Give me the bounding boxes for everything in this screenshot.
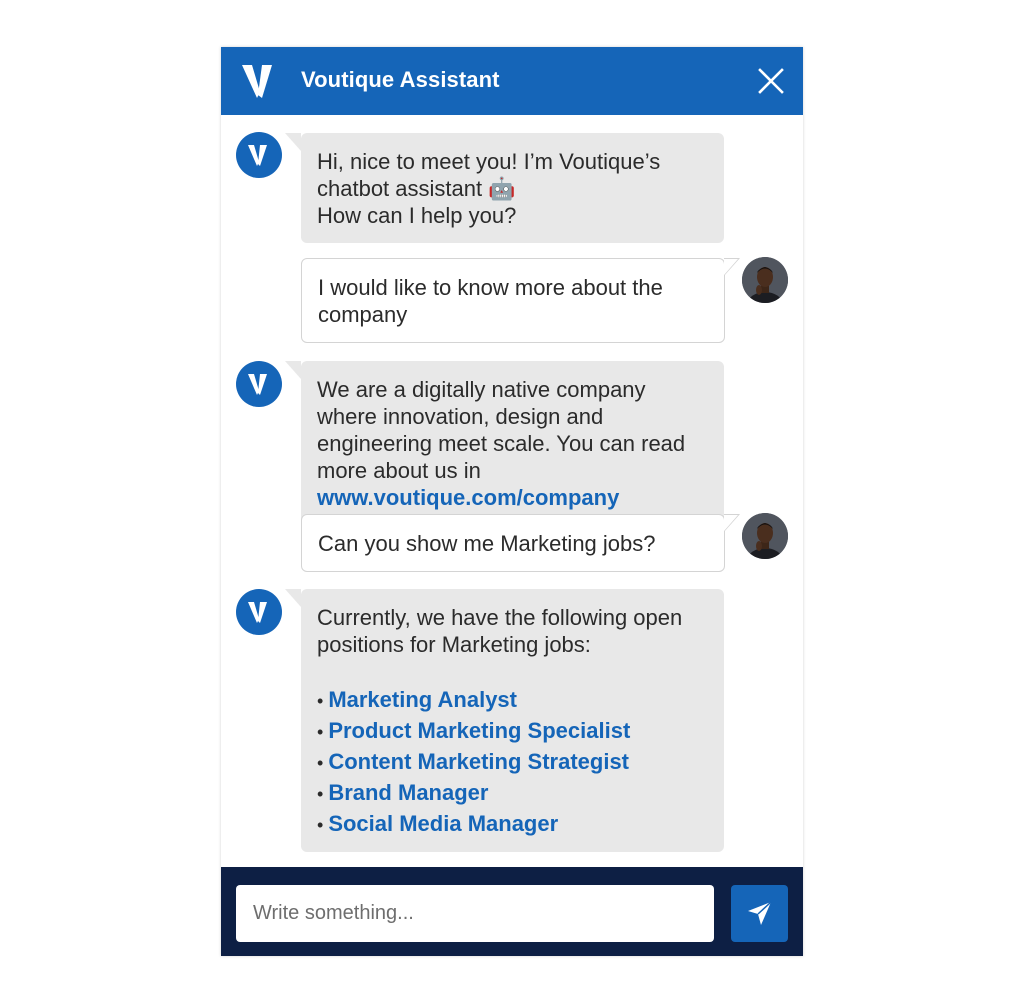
bot-avatar <box>236 361 282 407</box>
list-item: • Marketing Analyst <box>317 687 517 712</box>
message-text: Currently, we have the following open positions for Marketing jobs: <box>317 605 683 657</box>
message-text: We are a digitally native company where innovation, design and engineering meet scale. You can read more about us in <box>317 377 686 483</box>
chat-title: Voutique Assistant <box>301 67 500 92</box>
chat-header <box>221 47 803 115</box>
composer-bar <box>221 867 803 956</box>
message-text: I would like to know more about the company <box>318 275 663 327</box>
list-item: • Social Media Manager <box>317 811 559 836</box>
company-link[interactable]: www.voutique.com/company <box>317 485 620 510</box>
bot-message <box>301 589 724 852</box>
voutique-logo-icon <box>241 62 279 100</box>
list-item: • Product Marketing Specialist <box>317 718 631 743</box>
user-avatar <box>742 513 788 559</box>
voutique-logo-icon <box>247 600 271 624</box>
message-line: How can I help you? <box>317 203 517 228</box>
job-link[interactable]: Brand Manager <box>328 780 489 805</box>
bot-message <box>301 133 724 243</box>
bot-message <box>301 361 724 525</box>
chat-window <box>221 47 803 956</box>
send-button[interactable] <box>731 885 788 942</box>
list-item: • Brand Manager <box>317 780 489 805</box>
job-link[interactable]: Marketing Analyst <box>328 687 517 712</box>
user-avatar <box>742 257 788 303</box>
message-line: Hi, nice to meet you! I’m Voutique’s <box>317 149 661 174</box>
send-icon <box>746 900 773 927</box>
bot-avatar <box>236 132 282 178</box>
job-link[interactable]: Social Media Manager <box>328 811 559 836</box>
voutique-logo-icon <box>247 143 271 167</box>
message-input[interactable] <box>236 885 714 942</box>
user-message <box>301 258 725 343</box>
bot-avatar <box>236 589 282 635</box>
job-link[interactable]: Product Marketing Specialist <box>328 718 631 743</box>
close-icon[interactable] <box>757 67 785 95</box>
job-list <box>317 685 708 840</box>
voutique-logo-icon <box>247 372 271 396</box>
user-message <box>301 514 725 572</box>
list-item: • Content Marketing Strategist <box>317 749 630 774</box>
job-link[interactable]: Content Marketing Strategist <box>328 749 630 774</box>
message-line: chatbot assistant 🤖 <box>317 176 516 201</box>
message-text: Can you show me Marketing jobs? <box>318 531 656 556</box>
